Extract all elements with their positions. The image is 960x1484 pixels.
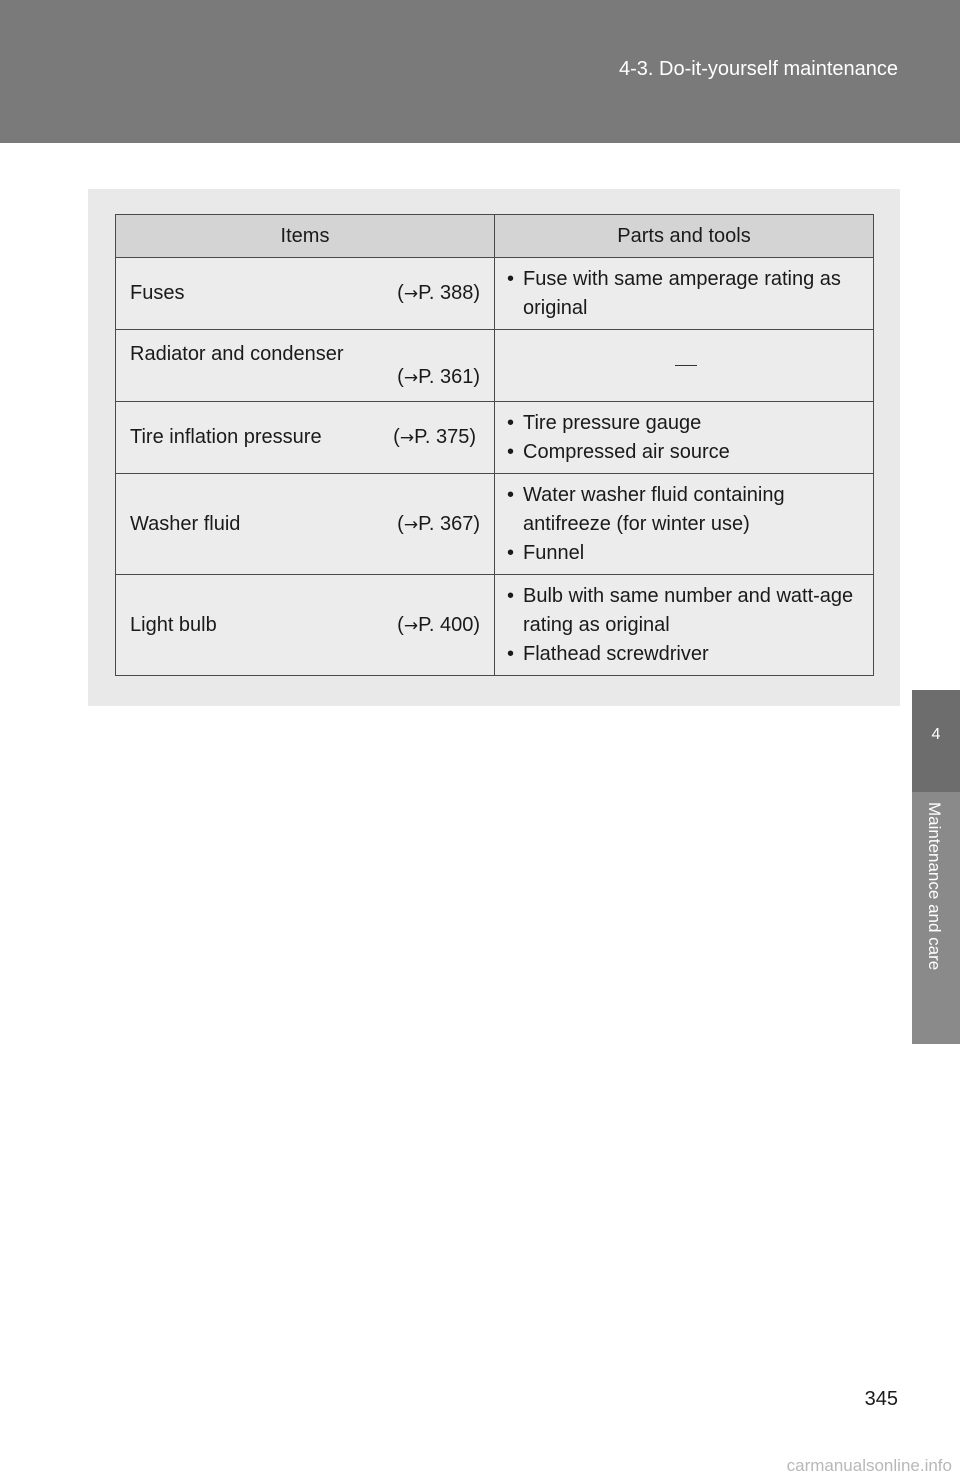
item-cell xyxy=(116,474,495,575)
parts-list-item: • Bulb with same number and watt-age rating as original xyxy=(507,582,865,640)
table-row xyxy=(116,258,874,330)
page-reference[interactable]: (→P. 388) xyxy=(397,282,480,304)
not-applicable-dash xyxy=(675,365,697,366)
table-row xyxy=(116,575,874,676)
parts-list-item: • Compressed air source xyxy=(507,438,865,467)
parts-list-item: • Tire pressure gauge xyxy=(507,409,865,438)
parts-cell xyxy=(495,258,874,330)
item-cell xyxy=(116,402,495,474)
page-reference[interactable]: (→P. 361) xyxy=(397,365,480,388)
parts-list-item: • Flathead screwdriver xyxy=(507,640,865,669)
header-parts-tools: Parts and tools xyxy=(495,215,874,258)
table-header-row xyxy=(116,215,874,258)
header-items: Items xyxy=(116,215,495,258)
item-name: Light bulb xyxy=(130,613,217,636)
chapter-number: 4 xyxy=(931,726,941,743)
item-name: Radiator and condenser xyxy=(130,342,344,365)
arrow-right-icon: → xyxy=(403,284,419,304)
watermark: carmanualsonline.info xyxy=(786,1456,952,1475)
parts-list-item: • Water washer fluid containing antifreeze (for winter use) xyxy=(507,481,865,539)
parts-cell-empty xyxy=(495,330,874,402)
arrow-right-icon: → xyxy=(399,428,415,448)
parts-list-item: • Fuse with same amperage rating as original xyxy=(507,265,865,323)
item-name: Washer fluid xyxy=(130,512,241,535)
chapter-tab-number[interactable] xyxy=(912,690,960,792)
section-title: 4-3. Do-it-yourself maintenance xyxy=(618,58,898,80)
item-name: Fuses xyxy=(130,282,185,304)
parts-tools-table xyxy=(115,214,874,676)
item-cell xyxy=(116,575,495,676)
parts-cell xyxy=(495,575,874,676)
page-reference[interactable]: (→P. 375) xyxy=(387,426,476,448)
item-name: Tire inflation pressure xyxy=(130,426,322,448)
parts-cell xyxy=(495,402,874,474)
item-cell xyxy=(116,258,495,330)
chapter-tab-label[interactable] xyxy=(912,792,960,1044)
chapter-label: Maintenance and care xyxy=(925,802,944,971)
arrow-right-icon: → xyxy=(403,514,419,535)
header-band xyxy=(0,0,960,143)
page-reference[interactable]: (→P. 367) xyxy=(397,512,480,535)
parts-cell xyxy=(495,474,874,575)
table-row xyxy=(116,402,874,474)
parts-list-item: • Funnel xyxy=(507,539,865,568)
table-row xyxy=(116,474,874,575)
item-cell xyxy=(116,330,495,402)
table-row xyxy=(116,330,874,402)
page-number: 345 xyxy=(864,1388,898,1410)
page-reference[interactable]: (→P. 400) xyxy=(397,613,480,636)
arrow-right-icon: → xyxy=(403,615,419,636)
arrow-right-icon: → xyxy=(403,367,419,388)
